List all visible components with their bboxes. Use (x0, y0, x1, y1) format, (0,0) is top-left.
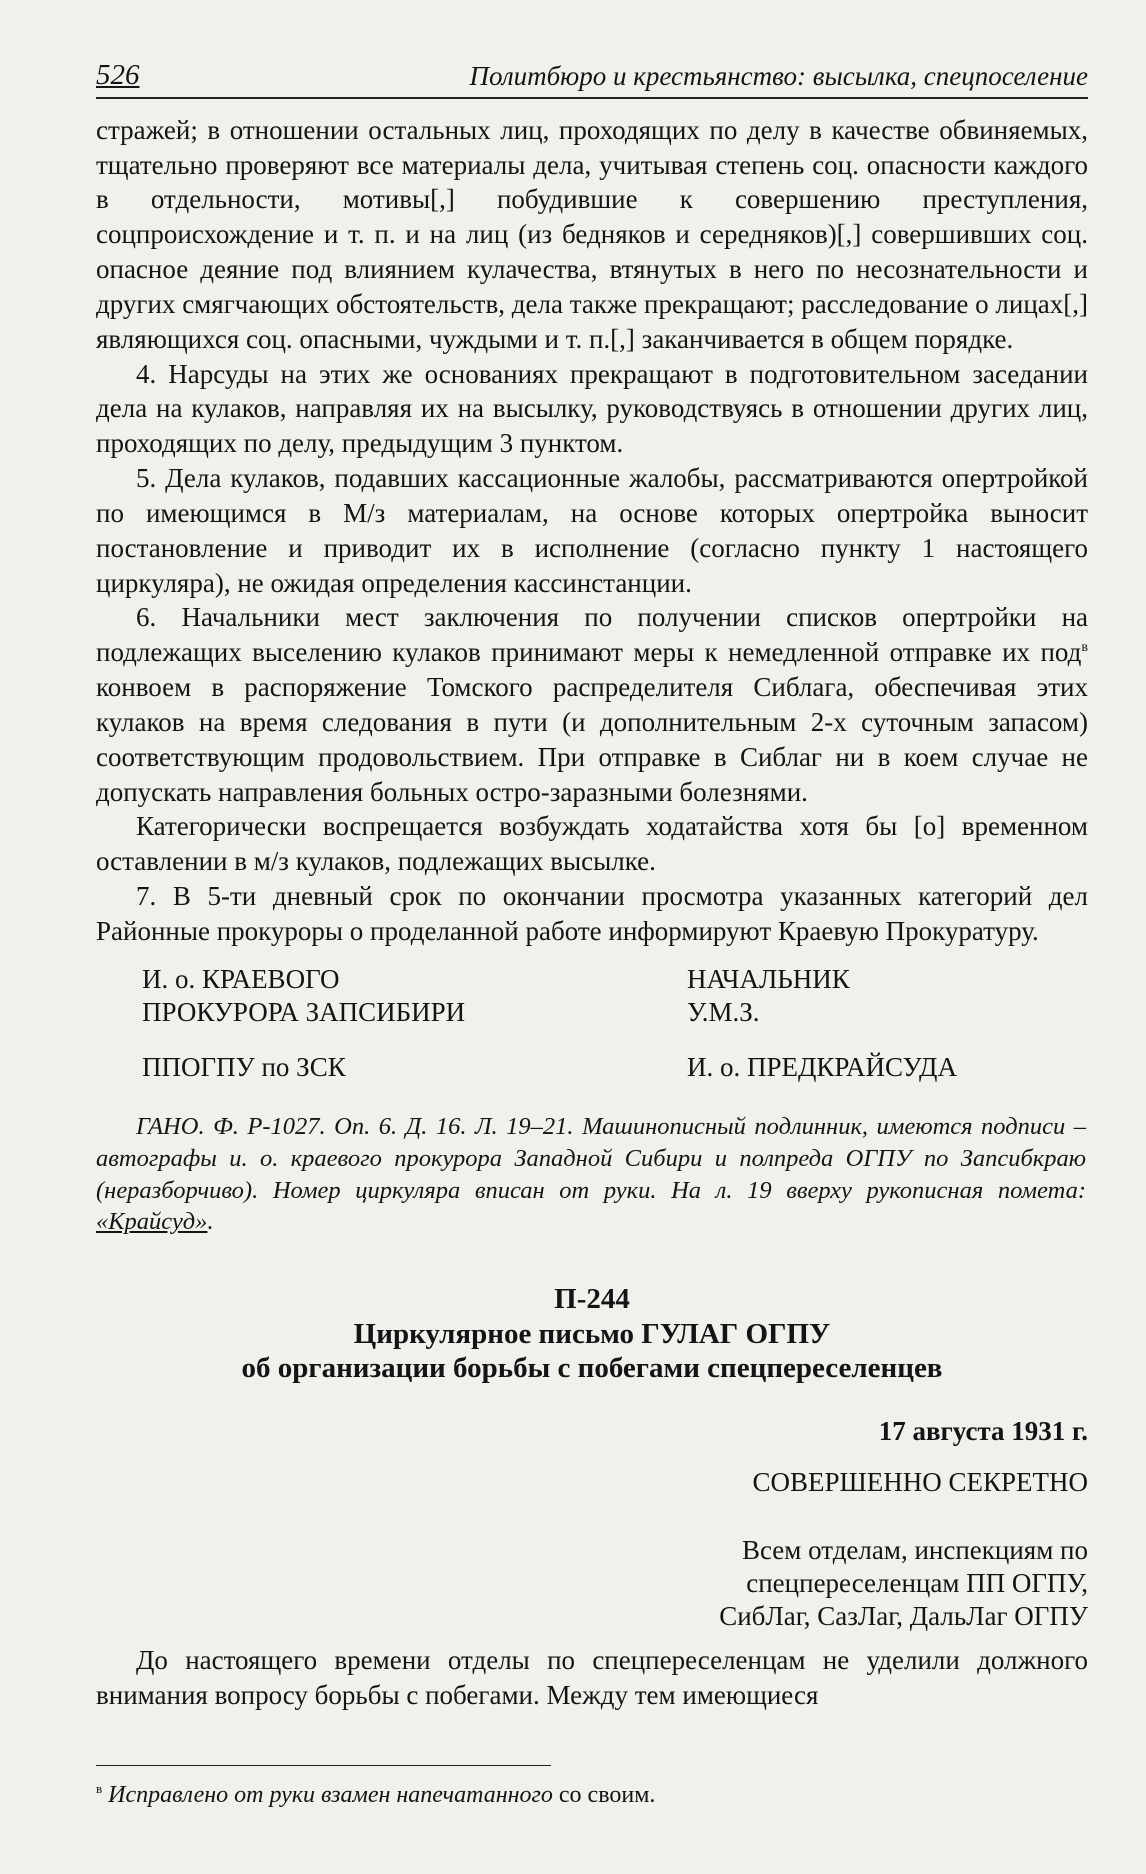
paragraph-item-4: 4. Нарсуды на этих же основаниях прекращают в подготовительном заседании дела на кулаков, направляя их на высылку, руководствуясь в отношении других лиц, проходящих по делу, предыдущим 3 пунктом. (96, 358, 1088, 459)
signature-right-1: НАЧАЛЬНИК (687, 963, 850, 994)
paragraph-item-6-end: конвоем в распоряжение Томского распределителя Сиблага, обеспечивая этих кулаков на время следования в пути (и дополнительным 2-х суточным запасом) соответствующим продовольствием. При отправке в Сиблаг ни в коем случае не допускать направления больных остро-заразными болезнями. (96, 672, 1088, 807)
paragraph-continuation: стражей; в отношении остальных лиц, проходящих по делу в качестве обвиняемых, тщательно проверяют все материалы дела, учитывая степень соц. опасности каждого в отдельности, мотивы[,] побудившие к совершению преступления, соцпроисхождение и т. п. и на лиц (из бедняков и середняков)[,] совершивших соц. опасное деяние под влиянием кулачества, втянутых в него по несознательности и других смягчающих обстоятельств, дела также прекращают; расследование о лицах[,] являющихся соц. опасными, чуждыми и т. п.[,] заканчивается в общем порядке. (96, 114, 1088, 354)
source-note-text: ГАНО. Ф. Р-1027. Оп. 6. Д. 16. Л. 19–21. Машинописный подлинник, имеются подписи – автографы и. о. краевого прокурора Западной Сибири и полпреда ОГПУ по Запсибкраю (неразборчиво). Номер циркуляра вписан от руки. На л. 19 вверху рукописная помета: (96, 1113, 1086, 1204)
footnote (96, 1782, 655, 1809)
signature-left-3: ППОГПУ по ЗСК (142, 1051, 346, 1082)
addressee-line-3: СибЛаг, СазЛаг, ДальЛаг ОГПУ (719, 1601, 1088, 1632)
document-title-line-1: Циркулярное письмо ГУЛАГ ОГПУ (353, 1317, 831, 1350)
source-note-end: . (207, 1208, 214, 1236)
classification-stamp: СОВЕРШЕННО СЕКРЕТНО (752, 1467, 1088, 1498)
document-body (96, 113, 1088, 1713)
source-note-mark: «Крайсуд» (96, 1208, 208, 1236)
paragraph-prohibition: Категорически воспрещается возбуждать ходатайства хотя бы [о] временном оставлении в м/з кулаков, подлежащих высылке. (96, 811, 1088, 877)
signature-right-3: И. о. ПРЕДКРАЙСУДА (687, 1051, 957, 1082)
signature-gap (687, 1029, 1088, 1051)
addressee-block (96, 1534, 1088, 1633)
document-title-line-2: об организации борьбы с побегами спецпереселенцев (241, 1352, 943, 1385)
paragraph-item-6-start: 6. Начальники мест заключения по получении списков опертройки на подлежащих выселению кулаков принимают меры к немедленной отправке их под (96, 602, 1088, 668)
signature-left-1: И. о. КРАЕВОГО (142, 963, 340, 994)
running-header (96, 58, 1088, 99)
document-date: 17 августа 1931 г. (878, 1416, 1088, 1447)
running-title: Политбюро и крестьянство: высылка, спецпоселение (469, 61, 1088, 92)
addressee-line-1: Всем отделам, инспекциям по (741, 1535, 1088, 1566)
paragraph-item-5: 5. Дела кулаков, подавших кассационные жалобы, рассматриваются опертройкой по имеющимся в М/з материалам, на основе которых опертройка выносит постановление и приводит их в исполнение (согласно пункту 1 настоящего циркуляра), не ожидая определения кассинстанции. (96, 463, 1088, 598)
footnote-reference: в (1081, 640, 1088, 656)
signature-gap (142, 1029, 687, 1051)
page-number: 526 (96, 59, 140, 91)
book-page (96, 58, 1088, 1713)
footnote-italic-text: Исправлено от руки взамен напечатанного (108, 1782, 553, 1808)
footnote-mark: в (96, 1781, 103, 1796)
signature-block (96, 963, 1088, 1084)
signature-right-2: У.М.З. (687, 996, 760, 1027)
paragraph-item-6 (96, 600, 1088, 809)
paragraph-item-7: 7. В 5-ти дневный срок по окончании просмотра указанных категорий дел Районные прокуроры о проделанной работе информируют Краевую Прокуратуру. (96, 881, 1088, 946)
document-number: П-244 (554, 1282, 630, 1315)
paragraph-opening: До настоящего времени отделы по спецпереселенцам не уделили должного внимания вопросу борьбы с побегами. Между тем имеющиеся (96, 1645, 1088, 1710)
addressee-line-2: спецпереселенцам ПП ОГПУ, (746, 1568, 1088, 1599)
document-heading (96, 1282, 1088, 1386)
signature-left-2: ПРОКУРОРА ЗАПСИБИРИ (142, 996, 466, 1027)
archival-source-note (96, 1111, 1088, 1237)
footnote-plain-text: со своим. (552, 1782, 656, 1808)
footnote-divider (96, 1765, 551, 1766)
